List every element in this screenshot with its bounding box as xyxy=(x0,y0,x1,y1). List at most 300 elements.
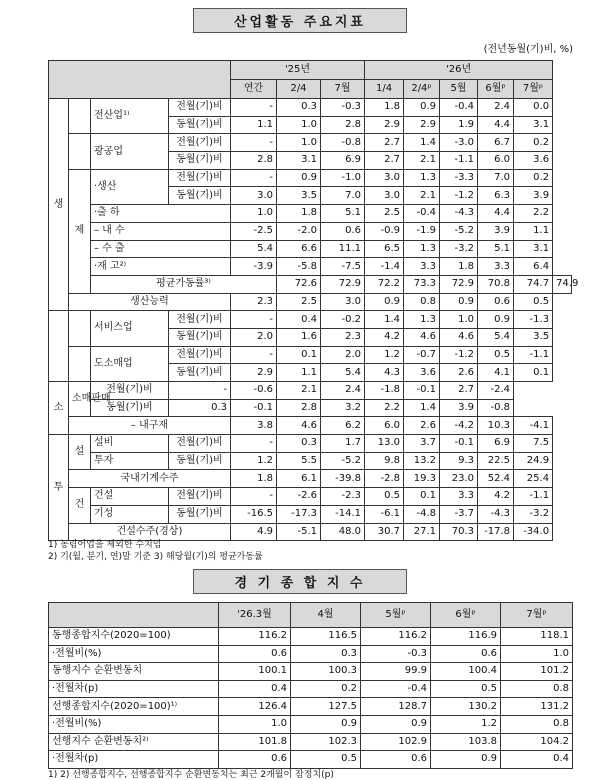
value-cell: 1.0 xyxy=(219,715,291,733)
value-cell: 0.9 xyxy=(277,169,321,187)
table-row xyxy=(49,645,573,663)
value-cell: 24.9 xyxy=(514,452,553,470)
value-cell: 5.4 xyxy=(478,328,514,346)
value-cell: -1.2 xyxy=(440,187,478,205)
row-sublabel: 전월(기)비 xyxy=(169,169,231,187)
row-label: ·생산 xyxy=(91,169,169,204)
value-cell: - xyxy=(231,169,277,187)
value-cell: 3.5 xyxy=(277,187,321,205)
group-label: 투 xyxy=(49,435,69,541)
value-cell: 0.5 xyxy=(514,293,553,311)
table-row xyxy=(49,222,572,240)
value-cell: 72.6 xyxy=(277,275,321,293)
value-cell: 2.0 xyxy=(321,346,365,364)
group-label xyxy=(49,311,69,382)
value-cell: -16.5 xyxy=(231,505,277,523)
value-cell: 2.7 xyxy=(440,382,478,400)
value-cell: -0.7 xyxy=(404,346,440,364)
value-cell: 3.7 xyxy=(404,435,440,453)
value-cell: -2.6 xyxy=(277,488,321,506)
value-cell: 73.3 xyxy=(404,275,440,293)
value-cell: 0.6 xyxy=(431,645,501,663)
value-cell: 130.2 xyxy=(431,698,501,716)
row-label: 소매판매 xyxy=(69,382,91,417)
value-cell: 9.8 xyxy=(365,452,404,470)
value-cell: 101.8 xyxy=(219,733,291,751)
row-sublabel: 전월(기)비 xyxy=(169,488,231,506)
value-cell: -2.3 xyxy=(321,488,365,506)
composite-index-table xyxy=(48,602,573,769)
value-cell: 1.1 xyxy=(514,222,553,240)
value-cell: 4.6 xyxy=(404,328,440,346)
value-cell: 128.7 xyxy=(361,698,431,716)
value-cell: 3.6 xyxy=(404,364,440,382)
value-cell: 1.2 xyxy=(365,346,404,364)
page-title: 산업활동 주요지표 xyxy=(193,8,407,33)
table-row xyxy=(49,663,573,681)
value-cell: 1.2 xyxy=(231,452,277,470)
value-cell: -3.0 xyxy=(440,134,478,152)
value-cell: 3.2 xyxy=(321,399,365,417)
value-cell: 0.2 xyxy=(291,680,361,698)
value-cell: 30.7 xyxy=(365,523,404,541)
value-cell: 2.1 xyxy=(404,187,440,205)
value-cell: 2.1 xyxy=(277,382,321,400)
value-cell: 52.4 xyxy=(478,470,514,488)
value-cell: 3.0 xyxy=(365,187,404,205)
table-row xyxy=(49,258,572,276)
value-cell: -0.6 xyxy=(231,382,277,400)
row-label: 도소매업 xyxy=(91,346,169,381)
value-cell: -1.1 xyxy=(514,346,553,364)
value-cell: 48.0 xyxy=(321,523,365,541)
table-row xyxy=(49,488,572,506)
table-row xyxy=(49,751,573,769)
value-cell: 2.8 xyxy=(277,399,321,417)
value-cell: 1.8 xyxy=(365,99,404,117)
value-cell: 19.3 xyxy=(404,470,440,488)
value-cell: 70.8 xyxy=(478,275,514,293)
value-cell: 126.4 xyxy=(219,698,291,716)
value-cell: 10.3 xyxy=(478,417,514,435)
value-cell: 5.1 xyxy=(321,205,365,223)
value-cell: 0.5 xyxy=(291,751,361,769)
subgroup-label xyxy=(69,134,91,169)
index-label: ·전월비(%) xyxy=(49,645,219,663)
value-cell: 0.1 xyxy=(404,488,440,506)
table-row xyxy=(49,275,572,293)
value-cell: 5.4 xyxy=(231,240,277,258)
table-row xyxy=(49,680,573,698)
value-cell: 0.3 xyxy=(169,399,231,417)
value-cell: 6.2 xyxy=(321,417,365,435)
value-cell: 0.3 xyxy=(277,99,321,117)
index-label: ·전월차(p) xyxy=(49,680,219,698)
row-label: 기성 xyxy=(91,505,169,523)
table-row xyxy=(49,733,573,751)
value-cell: 7.0 xyxy=(321,187,365,205)
value-cell: 0.8 xyxy=(404,293,440,311)
value-cell: -1.8 xyxy=(365,382,404,400)
value-cell: -1.2 xyxy=(440,346,478,364)
value-cell: 116.2 xyxy=(219,628,291,646)
value-cell: -4.3 xyxy=(478,505,514,523)
value-cell: -1.1 xyxy=(514,488,553,506)
value-cell: -1.4 xyxy=(365,258,404,276)
row-label: 광공업 xyxy=(91,134,169,169)
value-cell: 72.9 xyxy=(440,275,478,293)
value-cell: 0.6 xyxy=(321,222,365,240)
value-cell: -0.4 xyxy=(440,99,478,117)
value-cell: -1.0 xyxy=(321,169,365,187)
value-cell: 0.4 xyxy=(277,311,321,329)
value-cell: 6.9 xyxy=(321,152,365,170)
value-cell: 22.5 xyxy=(478,452,514,470)
value-cell: -1.1 xyxy=(440,152,478,170)
row-label: 전산업¹⁾ xyxy=(91,99,169,134)
value-cell: - xyxy=(169,382,231,400)
footnote-1: 1) 농림어업을 제외한 수치임 xyxy=(48,540,162,550)
value-cell: 2.2 xyxy=(365,399,404,417)
value-cell: 4.2 xyxy=(478,488,514,506)
value-cell: 3.6 xyxy=(514,152,553,170)
value-cell: 1.0 xyxy=(277,116,321,134)
value-cell: 6.3 xyxy=(478,187,514,205)
subgroup-label xyxy=(69,99,91,134)
value-cell: 13.2 xyxy=(404,452,440,470)
value-cell: 100.3 xyxy=(291,663,361,681)
index-label: 선행지수 순환변동치²⁾ xyxy=(49,733,219,751)
value-cell: 1.4 xyxy=(404,399,440,417)
value-cell: 1.0 xyxy=(501,645,573,663)
value-cell: 1.7 xyxy=(321,435,365,453)
value-cell: -0.3 xyxy=(321,99,365,117)
value-cell: -0.3 xyxy=(361,645,431,663)
value-cell: -7.5 xyxy=(321,258,365,276)
value-cell: 0.5 xyxy=(431,680,501,698)
value-cell: 1.8 xyxy=(231,470,277,488)
value-cell: 0.9 xyxy=(404,99,440,117)
value-cell: 0.9 xyxy=(440,293,478,311)
value-cell: 7.0 xyxy=(478,169,514,187)
row-sublabel: 동월(기)비 xyxy=(169,364,231,382)
value-cell: -14.1 xyxy=(321,505,365,523)
row-sublabel: 동월(기)비 xyxy=(169,505,231,523)
row-label: 설비 xyxy=(91,435,169,453)
value-cell: 0.9 xyxy=(431,751,501,769)
value-cell: - xyxy=(231,435,277,453)
value-cell: -5.2 xyxy=(321,452,365,470)
value-cell: 1.0 xyxy=(231,205,277,223)
value-cell: -3.7 xyxy=(440,505,478,523)
value-cell: 100.4 xyxy=(431,663,501,681)
row-label: 건설 xyxy=(91,488,169,506)
period-header: 1/4 xyxy=(365,80,404,99)
value-cell: -0.1 xyxy=(404,382,440,400)
value-cell: 4.6 xyxy=(277,417,321,435)
value-cell: 6.1 xyxy=(277,470,321,488)
value-cell: 5.5 xyxy=(277,452,321,470)
row-sublabel: 전월(기)비 xyxy=(91,382,169,400)
value-cell: -3.3 xyxy=(440,169,478,187)
value-cell: -2.4 xyxy=(478,382,514,400)
value-cell: 6.0 xyxy=(478,152,514,170)
value-cell: 25.4 xyxy=(514,470,553,488)
index-label: 동행지수 순환변동치 xyxy=(49,663,219,681)
value-cell: -39.8 xyxy=(321,470,365,488)
value-cell: -4.2 xyxy=(440,417,478,435)
value-cell: -6.1 xyxy=(365,505,404,523)
month-header: 5월ᵖ xyxy=(361,603,431,628)
value-cell: 3.3 xyxy=(440,488,478,506)
value-cell: -2.8 xyxy=(365,470,404,488)
value-cell: 0.8 xyxy=(501,715,573,733)
value-cell: 3.0 xyxy=(231,187,277,205)
value-cell: 2.7 xyxy=(365,152,404,170)
period-header: 2/4ᵖ xyxy=(404,80,440,99)
value-cell: -5.2 xyxy=(440,222,478,240)
value-cell: -5.1 xyxy=(277,523,321,541)
table-row xyxy=(49,382,572,400)
value-cell: 1.1 xyxy=(277,364,321,382)
period-header: 7월 xyxy=(321,80,365,99)
value-cell: 0.6 xyxy=(219,645,291,663)
value-cell: 70.3 xyxy=(440,523,478,541)
index-label: 선행종합지수(2020=100)¹⁾ xyxy=(49,698,219,716)
value-cell: 0.9 xyxy=(361,715,431,733)
value-cell: 5.4 xyxy=(321,364,365,382)
value-cell: 102.9 xyxy=(361,733,431,751)
table-row xyxy=(49,346,572,364)
value-cell: 1.9 xyxy=(440,116,478,134)
value-cell: -3.2 xyxy=(514,505,553,523)
value-cell: 0.9 xyxy=(478,311,514,329)
value-cell: 0.5 xyxy=(365,488,404,506)
value-cell: 1.0 xyxy=(277,134,321,152)
row-label: 평균가동률³⁾ xyxy=(91,275,277,293)
value-cell: 1.3 xyxy=(404,311,440,329)
month-header: 6월ᵖ xyxy=(431,603,501,628)
value-cell: 131.2 xyxy=(501,698,573,716)
value-cell: 13.0 xyxy=(365,435,404,453)
value-cell: 104.2 xyxy=(501,733,573,751)
value-cell: 6.9 xyxy=(478,435,514,453)
value-cell: 2.9 xyxy=(231,364,277,382)
row-sublabel: 전월(기)비 xyxy=(169,346,231,364)
table-row xyxy=(49,293,572,311)
table-row xyxy=(49,311,572,329)
value-cell: 102.3 xyxy=(291,733,361,751)
subgroup-label: 제 xyxy=(69,169,91,293)
value-cell: 72.2 xyxy=(365,275,404,293)
value-cell: 4.2 xyxy=(365,328,404,346)
value-cell: -2.0 xyxy=(277,222,321,240)
table-row xyxy=(49,715,573,733)
value-cell: 3.1 xyxy=(277,152,321,170)
value-cell: 6.7 xyxy=(478,134,514,152)
value-cell: 0.9 xyxy=(291,715,361,733)
value-cell: - xyxy=(231,488,277,506)
index-label: 동행종합지수(2020=100) xyxy=(49,628,219,646)
value-cell: 0.1 xyxy=(277,346,321,364)
row-label: – 내구재 xyxy=(69,417,231,435)
period-header: 6월ᵖ xyxy=(478,80,514,99)
value-cell: -34.0 xyxy=(514,523,553,541)
table-row xyxy=(49,470,572,488)
value-cell: 6.5 xyxy=(365,240,404,258)
row-sublabel: 전월(기)비 xyxy=(169,435,231,453)
header-corner xyxy=(49,61,231,99)
value-cell: -0.8 xyxy=(321,134,365,152)
indicator-table xyxy=(48,60,579,541)
period-header: 2/4 xyxy=(277,80,321,99)
value-cell: 6.0 xyxy=(365,417,404,435)
row-sublabel: 동월(기)비 xyxy=(169,116,231,134)
value-cell: 4.3 xyxy=(365,364,404,382)
value-cell: 0.6 xyxy=(478,293,514,311)
index-label: ·전월비(%) xyxy=(49,715,219,733)
value-cell: 4.9 xyxy=(231,523,277,541)
value-cell: - xyxy=(231,99,277,117)
value-cell: 23.0 xyxy=(440,470,478,488)
value-cell: 3.3 xyxy=(478,258,514,276)
value-cell: 0.6 xyxy=(361,751,431,769)
value-cell: 3.0 xyxy=(321,293,365,311)
value-cell: -5.8 xyxy=(277,258,321,276)
value-cell: -1.9 xyxy=(404,222,440,240)
value-cell: 1.4 xyxy=(365,311,404,329)
value-cell: - xyxy=(231,134,277,152)
value-cell: 118.1 xyxy=(501,628,573,646)
value-cell: 2.6 xyxy=(404,417,440,435)
value-cell: 6.4 xyxy=(514,258,553,276)
value-cell: -4.8 xyxy=(404,505,440,523)
row-sublabel: 전월(기)비 xyxy=(169,134,231,152)
value-cell: 100.1 xyxy=(219,663,291,681)
index-label: ·전월차(p) xyxy=(49,751,219,769)
period-header: 연간 xyxy=(231,80,277,99)
subgroup-label: 건 xyxy=(69,488,91,523)
value-cell: 2.0 xyxy=(231,328,277,346)
value-cell: 3.1 xyxy=(514,116,553,134)
value-cell: 4.4 xyxy=(478,205,514,223)
value-cell: -2.5 xyxy=(231,222,277,240)
group-label: 소 xyxy=(49,382,69,435)
header-corner xyxy=(49,603,219,628)
row-sublabel: 동월(기)비 xyxy=(169,187,231,205)
period-header: 5월 xyxy=(440,80,478,99)
value-cell: 3.9 xyxy=(478,222,514,240)
table-row xyxy=(49,134,572,152)
row-sublabel: 동월(기)비 xyxy=(169,328,231,346)
value-cell: 1.1 xyxy=(231,116,277,134)
value-cell: 74.7 xyxy=(514,275,553,293)
value-cell: 6.6 xyxy=(277,240,321,258)
value-cell: 3.0 xyxy=(365,169,404,187)
value-cell: 1.3 xyxy=(404,169,440,187)
value-cell: 3.8 xyxy=(231,417,277,435)
value-cell: -17.3 xyxy=(277,505,321,523)
row-label: – 내 수 xyxy=(91,222,231,240)
value-cell: 116.2 xyxy=(361,628,431,646)
value-cell: 127.5 xyxy=(291,698,361,716)
row-sublabel: 전월(기)비 xyxy=(169,311,231,329)
value-cell: 2.4 xyxy=(321,382,365,400)
value-cell: 0.0 xyxy=(514,99,553,117)
subgroup-label: 설 xyxy=(69,435,91,470)
value-cell: 0.8 xyxy=(501,680,573,698)
value-cell: 2.7 xyxy=(365,134,404,152)
value-cell: 0.9 xyxy=(365,293,404,311)
value-cell: 11.1 xyxy=(321,240,365,258)
value-cell: -17.8 xyxy=(478,523,514,541)
table-row xyxy=(49,628,573,646)
value-cell: 0.3 xyxy=(277,435,321,453)
value-cell: 5.1 xyxy=(478,240,514,258)
table-row xyxy=(49,399,572,417)
row-sublabel: 동월(기)비 xyxy=(91,399,169,417)
value-cell: -0.1 xyxy=(440,435,478,453)
row-label: 투자 xyxy=(91,452,169,470)
group-label: 생 xyxy=(49,99,69,311)
value-cell: - xyxy=(231,311,277,329)
value-cell: 1.8 xyxy=(440,258,478,276)
table-row xyxy=(49,435,572,453)
value-cell: - xyxy=(231,346,277,364)
value-cell: 2.5 xyxy=(365,205,404,223)
value-cell: 2.8 xyxy=(231,152,277,170)
value-cell: 2.3 xyxy=(231,293,277,311)
value-cell: -0.4 xyxy=(404,205,440,223)
subgroup-label xyxy=(69,311,91,346)
table-row xyxy=(49,99,572,117)
value-cell: 0.4 xyxy=(219,680,291,698)
row-sublabel: 동월(기)비 xyxy=(169,152,231,170)
footnote-3: 1) 2) 선행종합지수, 선행종합지수 순환변동치는 최근 2개월이 잠정치(p) xyxy=(48,770,334,780)
value-cell: 4.4 xyxy=(478,116,514,134)
value-cell: 2.4 xyxy=(478,99,514,117)
value-cell: 72.9 xyxy=(321,275,365,293)
value-cell: 2.8 xyxy=(321,116,365,134)
row-label: 생산능력 xyxy=(69,293,231,311)
month-header: 4월 xyxy=(291,603,361,628)
value-cell: 0.5 xyxy=(478,346,514,364)
value-cell: -3.2 xyxy=(440,240,478,258)
value-cell: -0.2 xyxy=(321,311,365,329)
value-cell: -4.3 xyxy=(440,205,478,223)
value-cell: 2.9 xyxy=(365,116,404,134)
value-cell: 74.9 xyxy=(553,275,572,293)
value-cell: 3.3 xyxy=(404,258,440,276)
value-cell: -1.3 xyxy=(514,311,553,329)
table-row xyxy=(49,205,572,223)
row-label: ·재 고²⁾ xyxy=(91,258,231,276)
value-cell: 1.4 xyxy=(404,134,440,152)
value-cell: 1.2 xyxy=(431,715,501,733)
value-cell: 2.9 xyxy=(404,116,440,134)
table-row xyxy=(49,698,573,716)
value-cell: 2.3 xyxy=(321,328,365,346)
value-cell: 0.2 xyxy=(514,134,553,152)
row-label: 국내기계수주 xyxy=(69,470,231,488)
unit-note: (전년동월(기)비, %) xyxy=(483,44,573,55)
value-cell: 27.1 xyxy=(404,523,440,541)
value-cell: 2.6 xyxy=(440,364,478,382)
table-row xyxy=(49,417,572,435)
value-cell: 99.9 xyxy=(361,663,431,681)
value-cell: 3.9 xyxy=(440,399,478,417)
year-2025-header: '25년 xyxy=(231,61,365,80)
